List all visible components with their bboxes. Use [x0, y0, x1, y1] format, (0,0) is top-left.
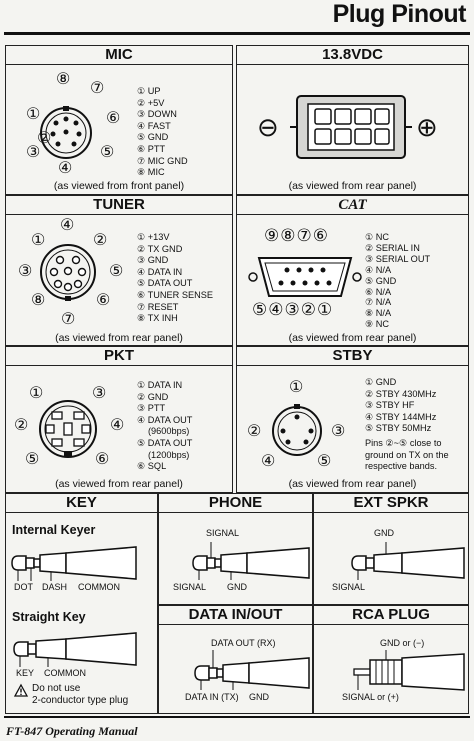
- tuner-pin-7-number: ⑦: [61, 311, 76, 328]
- tuner-pin-list: [137, 232, 213, 325]
- mic-pin-8-number: ⑧: [56, 71, 71, 88]
- ext-spkr-signal-label: SIGNAL: [332, 582, 366, 592]
- cat-pin-9: ⑨ NC: [365, 319, 390, 330]
- pkt-pin-6: ⑥ SQL: [137, 461, 167, 472]
- tuner-pin-3: ③ GND: [137, 255, 169, 266]
- cat-header: CAT: [237, 196, 468, 215]
- cat-pin-7: ⑦ N/A: [365, 297, 392, 308]
- straight-key-label: Straight Key: [12, 610, 86, 624]
- cat-pin-1: ① NC: [365, 232, 390, 242]
- stby-note: [365, 438, 449, 473]
- key-warning-text: [32, 683, 128, 706]
- dc-plus-terminal: ⊕: [416, 112, 438, 142]
- cat-pin-1-number: ①: [317, 300, 334, 319]
- cat-pin-5: ⑤ GND: [365, 275, 397, 286]
- tuner-pin-1-number: ①: [31, 232, 46, 249]
- pkt-pin-1-number: ①: [29, 385, 44, 402]
- internal-keyer-dash-label: DASH: [42, 582, 68, 592]
- mic-panel: [5, 45, 233, 195]
- title-rule: [4, 32, 470, 35]
- phone-gnd-label: GND: [227, 582, 247, 592]
- mic-pin-4: ④ FAST: [137, 120, 171, 131]
- cat-pin-6-number: ⑥: [312, 226, 329, 245]
- pkt-pin-5-note: (1200bps): [148, 449, 190, 460]
- phone-signal-bottom-label: SIGNAL: [173, 582, 207, 592]
- page-title: Plug Pinout: [332, 0, 466, 28]
- cat-pin-3: ③ SERIAL OUT: [365, 253, 431, 264]
- cat-bottom-pin-numbers: [252, 300, 333, 320]
- mic-pin-7-number: ⑦: [90, 80, 105, 97]
- stby-pin-1: ① GND: [365, 377, 397, 387]
- stby-pin-4: ④ STBY 144MHz: [365, 411, 437, 422]
- key-header: KEY: [6, 494, 157, 513]
- pkt-panel: [5, 346, 233, 493]
- cat-pin-4: ④ N/A: [365, 264, 392, 275]
- cat-pin-4-number: ④: [268, 300, 285, 319]
- cat-top-pin-numbers: [264, 226, 329, 246]
- mic-pin-5-number: ⑤: [100, 144, 115, 161]
- pkt-pin-2-number: ②: [14, 417, 29, 434]
- tuner-pin-8: ⑧ TX INH: [137, 313, 178, 324]
- pkt-pin-4-note: (9600bps): [148, 426, 190, 437]
- cat-pin-6: ⑥ N/A: [365, 286, 392, 297]
- rca-panel: [313, 605, 469, 714]
- tuner-header: TUNER: [6, 196, 232, 215]
- cat-panel: [236, 195, 469, 346]
- tuner-pin-4: ④ DATA IN: [137, 266, 183, 277]
- tuner-pin-3-number: ③: [18, 263, 33, 280]
- stby-pin-2: ② STBY 430MHz: [365, 388, 437, 399]
- rca-signal-label: SIGNAL or (+): [342, 692, 399, 702]
- mic-pin-1: ① UP: [137, 86, 161, 96]
- mic-pin-list: [137, 86, 188, 179]
- pkt-pin-1: ① DATA IN: [137, 380, 183, 390]
- mic-pin-7: ⑦ MIC GND: [137, 155, 188, 166]
- tuner-pin-5: ⑤ DATA OUT: [137, 278, 193, 289]
- rca-header: RCA PLUG: [314, 606, 468, 625]
- ext-spkr-panel: [313, 493, 469, 605]
- warning-icon: [14, 684, 28, 697]
- stby-pin-1-number: ①: [289, 379, 304, 396]
- tuner-pin-1: ① +13V: [137, 232, 170, 242]
- cat-pin-8: ⑧ N/A: [365, 308, 392, 319]
- mic-pin-6-number: ⑥: [106, 110, 121, 127]
- mic-pin-3: ③ DOWN: [137, 109, 177, 120]
- mic-caption: (as viewed from front panel): [53, 180, 185, 192]
- tuner-panel: [5, 195, 233, 346]
- mic-pin-8: ⑧ MIC: [137, 167, 165, 178]
- stby-panel: [236, 346, 469, 493]
- stby-pin-list: [365, 377, 436, 435]
- mic-header: MIC: [6, 46, 232, 65]
- cat-pin-8-number: ⑧: [280, 226, 297, 245]
- straight-key-key-label: KEY: [16, 668, 35, 678]
- internal-keyer-label: Internal Keyer: [12, 523, 96, 537]
- cat-pin-9-number: ⑨: [264, 226, 281, 245]
- stby-pin-3-number: ③: [331, 423, 346, 440]
- cat-caption: (as viewed from rear panel): [288, 332, 417, 344]
- data-io-header: DATA IN/OUT: [159, 606, 312, 625]
- pkt-pin-4: ④ DATA OUT: [137, 414, 193, 425]
- tuner-pin-5-number: ⑤: [109, 263, 124, 280]
- mic-pin-4-number: ④: [58, 160, 73, 177]
- mic-pin-2: ② +5V: [137, 97, 165, 108]
- tuner-caption: (as viewed from rear panel): [55, 332, 183, 344]
- tuner-pin-6-number: ⑥: [96, 292, 111, 309]
- data-io-panel: [158, 605, 313, 714]
- pkt-pin-3-number: ③: [92, 385, 107, 402]
- key-warning-line-1: Do not use: [32, 683, 81, 694]
- stby-note-line-1: Pins ②~⑤ close to: [365, 438, 442, 448]
- mic-pin-6: ⑥ PTT: [137, 143, 166, 154]
- cat-pin-5-number: ⑤: [252, 300, 269, 319]
- cat-pin-2: ② SERIAL IN: [365, 242, 420, 253]
- stby-caption: (as viewed from rear panel): [288, 478, 417, 490]
- pkt-pin-list: [137, 380, 192, 473]
- tuner-pin-4-number: ④: [60, 217, 75, 234]
- tuner-pin-2-number: ②: [93, 232, 108, 249]
- mic-pin-5: ⑤ GND: [137, 132, 169, 143]
- cat-pin-list: [365, 232, 430, 330]
- cat-pin-3-number: ③: [284, 300, 301, 319]
- stby-pin-5-number: ⑤: [317, 453, 332, 470]
- phone-header: PHONE: [159, 494, 312, 513]
- pkt-caption: (as viewed from rear panel): [55, 478, 183, 490]
- dc-minus-terminal: ⊖: [257, 112, 279, 142]
- stby-pin-4-number: ④: [261, 453, 276, 470]
- phone-panel: [158, 493, 313, 605]
- pkt-pin-2: ② GND: [137, 391, 169, 402]
- pkt-header: PKT: [6, 347, 232, 366]
- stby-pin-3: ③ STBY HF: [365, 400, 415, 411]
- footer-manual-title: FT-847 Operating Manual: [6, 724, 138, 738]
- mic-pin-3-number: ③: [26, 144, 41, 161]
- rca-gnd-label: GND or (−): [380, 638, 425, 648]
- data-out-rx-label: DATA OUT (RX): [211, 638, 276, 648]
- tuner-pin-7: ⑦ RESET: [137, 301, 179, 312]
- dc-caption: (as viewed from rear panel): [288, 180, 417, 192]
- dc-header: 13.8VDC: [237, 46, 468, 65]
- mic-pin-2-number: ②: [37, 130, 52, 147]
- cat-pin-7-number: ⑦: [296, 226, 313, 245]
- data-in-tx-label: DATA IN (TX): [185, 692, 239, 702]
- data-io-gnd-label: GND: [249, 692, 269, 702]
- tuner-pin-8-number: ⑧: [31, 292, 46, 309]
- stby-pin-2-number: ②: [247, 423, 262, 440]
- tuner-pin-6: ⑥ TUNER SENSE: [137, 289, 213, 300]
- tuner-pin-2: ② TX GND: [137, 243, 183, 254]
- stby-note-line-2: ground on TX on the: [365, 449, 449, 460]
- stby-note-line-3: respective bands.: [365, 461, 438, 471]
- mic-pin-1-number: ①: [26, 106, 41, 123]
- pkt-pin-5-number: ⑤: [25, 451, 40, 468]
- ext-spkr-gnd-label: GND: [374, 528, 394, 538]
- pkt-pin-6-number: ⑥: [95, 451, 110, 468]
- pkt-pin-5: ⑤ DATA OUT: [137, 437, 193, 448]
- stby-header: STBY: [237, 347, 468, 366]
- straight-key-common-label: COMMON: [44, 668, 86, 678]
- key-warning-line-2: 2-conductor type plug: [32, 694, 129, 706]
- phone-signal-top-label: SIGNAL: [206, 528, 240, 538]
- dc-panel: [236, 45, 469, 195]
- ext-spkr-header: EXT SPKR: [314, 494, 468, 513]
- stby-pin-5: ⑤ STBY 50MHz: [365, 423, 432, 434]
- footer-rule: [4, 716, 470, 718]
- pkt-pin-3: ③ PTT: [137, 403, 166, 414]
- pkt-pin-4-number: ④: [110, 417, 125, 434]
- internal-keyer-common-label: COMMON: [78, 582, 120, 592]
- internal-keyer-dot-label: DOT: [14, 582, 33, 592]
- key-panel: [5, 493, 158, 714]
- cat-pin-2-number: ②: [300, 300, 317, 319]
